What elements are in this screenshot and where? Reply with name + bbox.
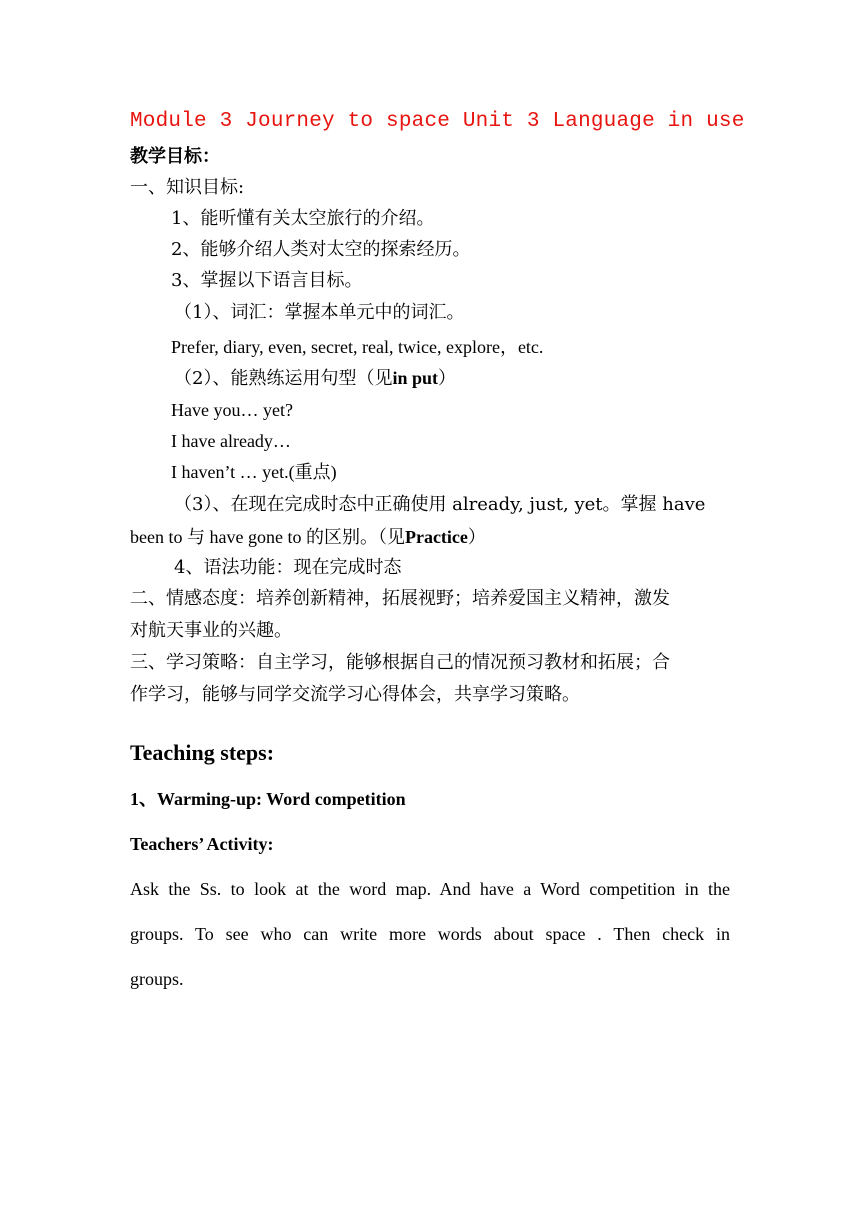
objective-item-1: 1、能听懂有关太空旅行的介绍。	[171, 208, 435, 229]
objective-item-4: 4、语法功能：现在完成时态	[174, 557, 402, 578]
sub-objective-2-suffix: ）	[437, 368, 456, 389]
emotion-line-2: 对航天事业的兴趣。	[130, 620, 292, 641]
sub-objective-1: （1）、词汇：掌握本单元中的词汇。	[174, 302, 465, 323]
sub-objective-3-line-2	[130, 526, 486, 548]
objectives-heading: 教学目标：	[130, 146, 220, 167]
sub-objective-3-text: been to 与 have gone to 的区别。（见	[130, 527, 405, 547]
activity-line-1: Ask the Ss. to look at the word map. And have a Word competition in the	[130, 879, 730, 899]
activity-line-2: groups. To see who can write more words about space . Then check in	[130, 924, 730, 944]
strategy-line-2: 作学习，能够与同学交流学习心得体会，共享学习策略。	[130, 684, 580, 705]
activity-line-3: groups.	[130, 969, 184, 989]
sub-objective-3-bold: Practice	[404, 527, 468, 547]
strategy-line-1: 三、学习策略：自主学习，能够根据自己的情况预习教材和拓展；合	[130, 652, 670, 673]
sentence-pattern-2: I have already…	[171, 431, 291, 451]
document-title: Module 3 Journey to space Unit 3 Language in use	[130, 110, 745, 133]
teachers-activity-heading: Teachers’ Activity:	[130, 834, 274, 854]
objective-item-3: 3、掌握以下语言目标。	[171, 270, 363, 291]
objective-item-2: 2、能够介绍人类对太空的探索经历。	[171, 239, 471, 260]
step-1-heading: 1、Warming-up: Word competition	[130, 789, 406, 809]
knowledge-heading: 一、知识目标:	[130, 177, 245, 198]
sub-objective-2-bold: in put	[392, 368, 438, 388]
sentence-pattern-3: I haven’t … yet.(重点)	[171, 462, 337, 482]
emotion-line-1: 二、情感态度：培养创新精神，拓展视野；培养爱国主义精神，激发	[130, 588, 670, 609]
teaching-steps-heading: Teaching steps:	[130, 740, 275, 765]
sub-objective-2-text: （2）、能熟练运用句型（见	[174, 368, 393, 389]
sub-objective-3-line-1: （3）、在现在完成时态中正确使用 already, just, yet。掌握 have	[174, 494, 706, 515]
sub-objective-3-suffix: ）	[467, 527, 486, 547]
sentence-pattern-1: Have you… yet?	[171, 400, 293, 420]
vocabulary-list: Prefer, diary, even, secret, real, twice, explore，etc.	[171, 337, 544, 357]
sub-objective-2	[174, 367, 456, 390]
